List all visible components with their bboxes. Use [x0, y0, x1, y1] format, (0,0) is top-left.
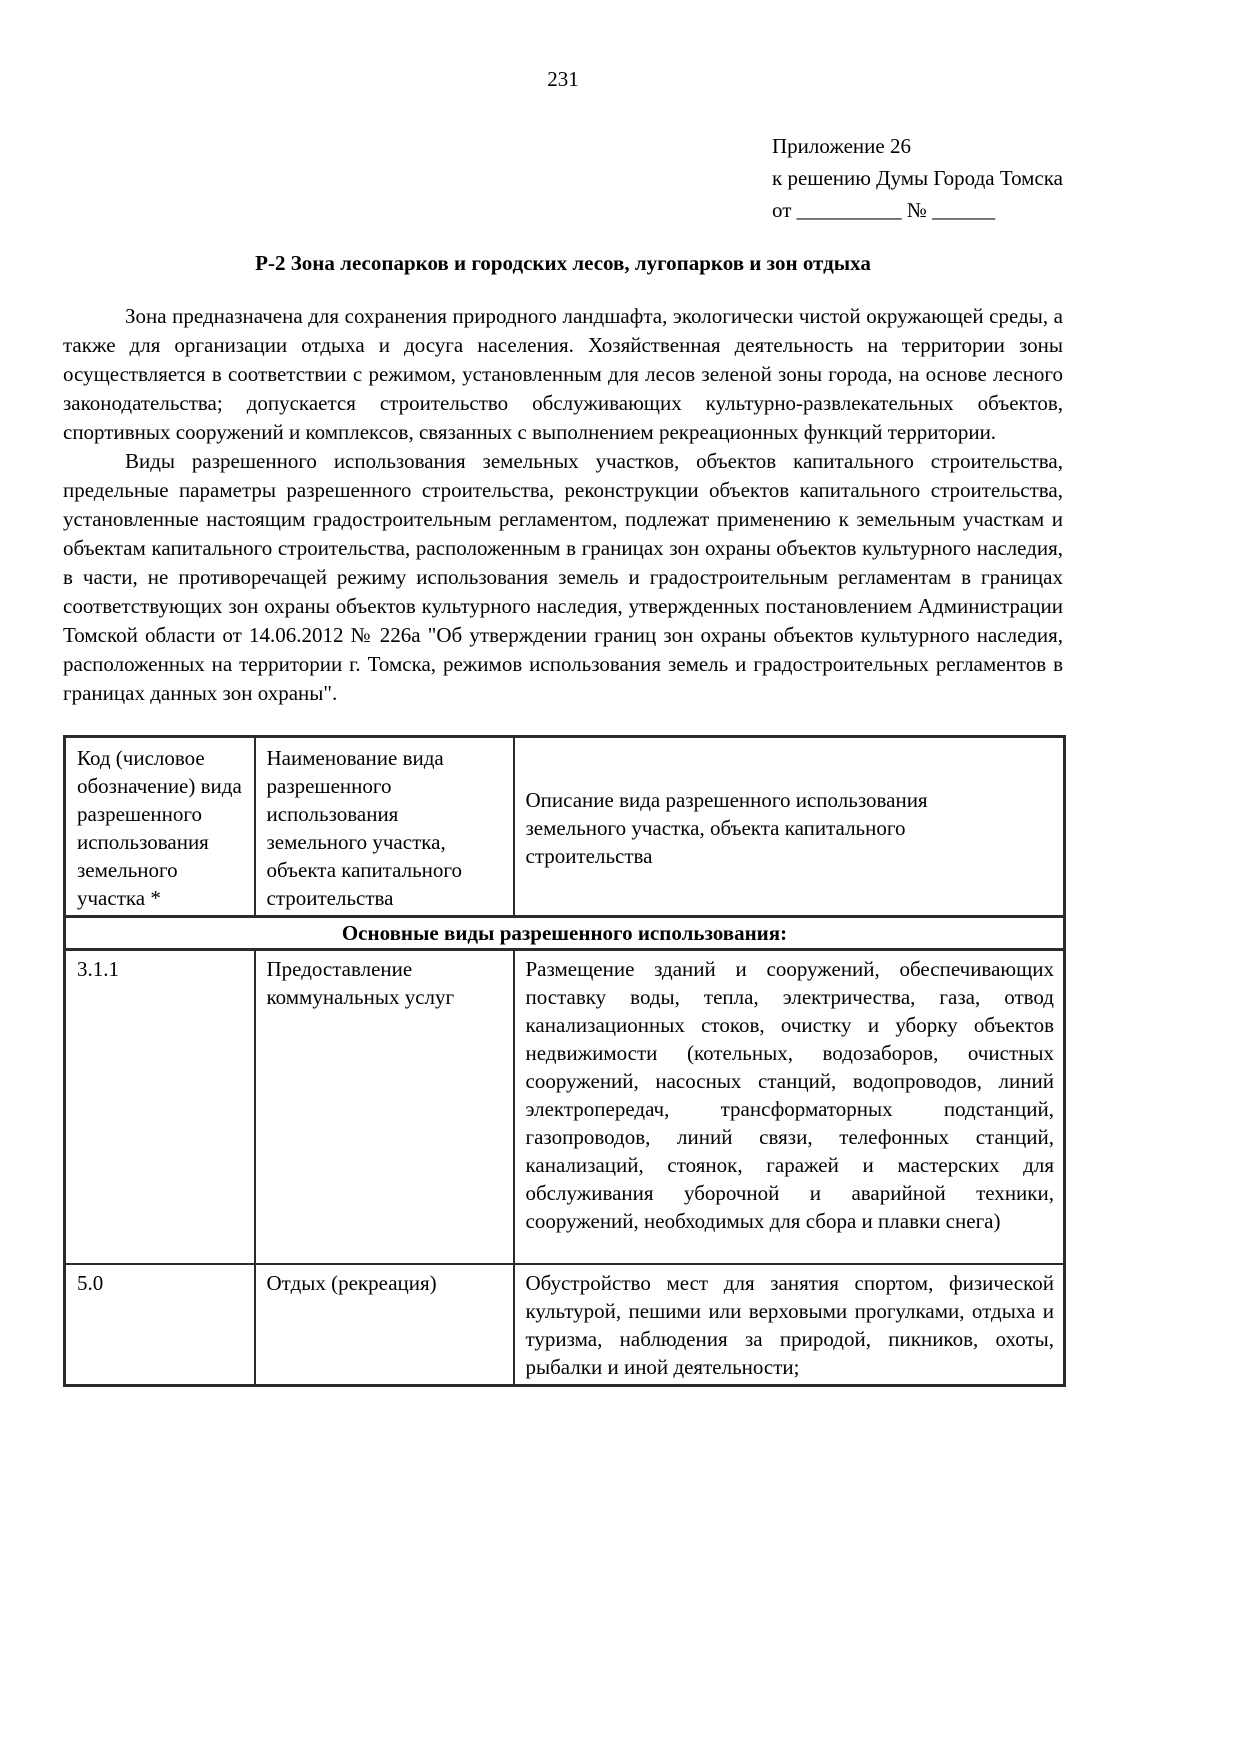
paragraph-zone-purpose: Зона предназначена для сохранения природного ландшафта, экологически чистой окружающей среды, а также для организации отдыха и досуга населения. Хозяйственная деятельность на территории зоны осуществляется в соответствии с режимом, установленным для лесов зеленой зоны города, на основе лесного законодательства; допускается строительство обслуживающих культурно-развлекательных объектов, спортивных сооружений и комплексов, связанных с выполнением рекреационных функций территории.	[63, 304, 1063, 444]
table-row	[65, 950, 1065, 1265]
cell-code: 5.0	[65, 1264, 255, 1386]
appendix-line-1: Приложение 26	[772, 134, 911, 158]
cell-code: 3.1.1	[65, 950, 255, 1265]
table-section-header: Основные виды разрешенного использования:	[65, 917, 1065, 950]
table-header-name: Наименование вида разрешенного использования земельного участка, объекта капитального строительства	[255, 737, 514, 917]
cell-description: Размещение зданий и сооружений, обеспечивающих поставку воды, тепла, электричества, газа, отвод канализационных стоков, очистку и уборку объектов недвижимости (котельных, водозаборов, очистных сооружений, насосных станций, водопроводов, линий электропередач, трансформаторных подстанций, газопроводов, линий связи, телефонных станций, канализаций, стоянок, гаражей и мастерских для обслуживания уборочной и аварийной техники, сооружений, необходимых для сбора и плавки снега)	[514, 950, 1065, 1265]
page-content	[63, 64, 1063, 1387]
cell-description: Обустройство мест для занятия спортом, физической культурой, пешими или верховыми прогулками, отдыха и туризма, наблюдения за природой, пикников, охоты, рыбалки и иной деятельности;	[514, 1264, 1065, 1386]
paragraph-permitted-use-note: Виды разрешенного использования земельных участков, объектов капитального строительства, предельные параметры разрешенного строительства, реконструкции объектов капитального строительства, установленные настоящим градостроительным регламентом, подлежат применению к земельным участкам и объектам капитального строительства, расположенным в границах зон охраны объектов культурного наследия, в части, не противоречащей режиму использования земель и градостроительным регламентам в границах соответствующих зон охраны объектов культурного наследия, утвержденных постановлением Администрации Томской области от 14.06.2012 № 226а "Об утверждении границ зон охраны объектов культурного наследия, расположенных на территории г. Томска, режимов использования земель и градостроительных регламентов в границах данных зон охраны".	[63, 449, 1063, 705]
cell-name: Предоставление коммунальных услуг	[255, 950, 514, 1265]
appendix-line-2: к решению Думы Города Томска	[772, 166, 1063, 190]
table-header-description	[514, 737, 1065, 917]
table-header-code: Код (числовое обозначение) вида разрешенного использования земельного участка *	[65, 737, 255, 917]
appendix-block	[772, 130, 1063, 226]
table-header-description-text: Описание вида разрешенного использования земельного участка, объекта капитального строительства	[525, 788, 928, 868]
page-number: 231	[547, 67, 579, 91]
permitted-use-table	[63, 735, 1066, 1387]
table-row	[65, 1264, 1065, 1386]
cell-name: Отдых (рекреация)	[255, 1264, 514, 1386]
table-section-row	[65, 917, 1065, 950]
document-title: Р-2 Зона лесопарков и городских лесов, лугопарков и зон отдыха	[255, 251, 871, 275]
appendix-line-3: от __________ № ______	[772, 198, 996, 222]
table-header-row	[65, 737, 1065, 917]
